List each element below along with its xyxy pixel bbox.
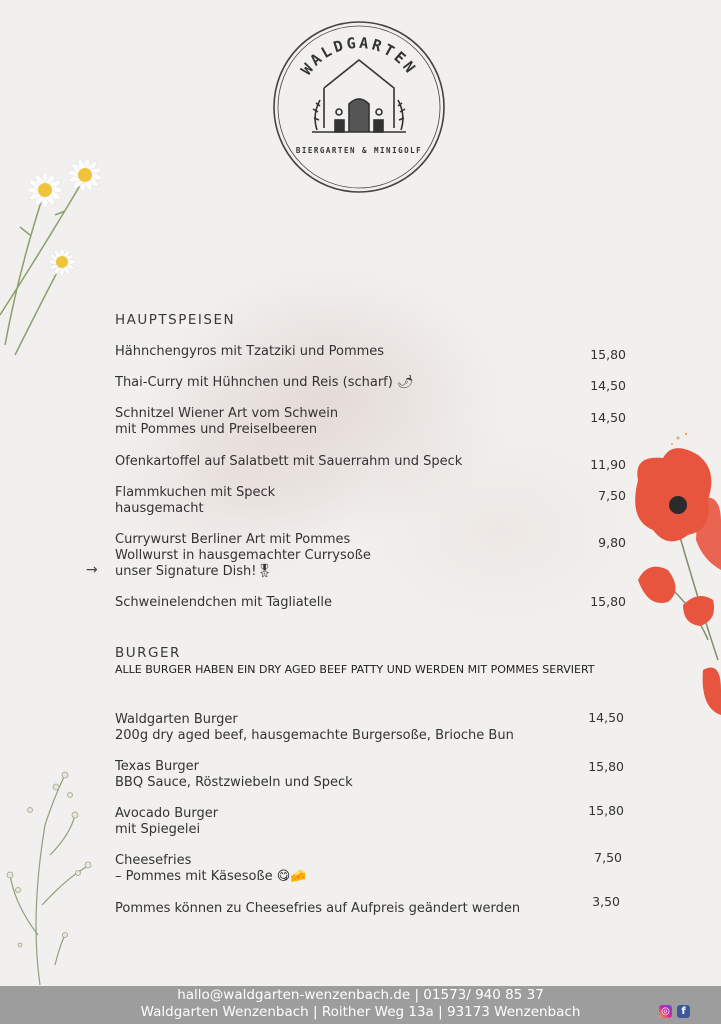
menu-item: Schnitzel Wiener Art vom Schwein mit Pommes und Preiselbeeren <box>115 406 339 437</box>
menu-item-signature: Currywurst Berliner Art mit Pommes Wollwurst in hausgemachter Currysoße unser Signature Dish!🎖 <box>115 532 371 579</box>
menu-item: Thai-Curry mit Hühnchen und Reis (scharf) 🌶 <box>115 375 414 390</box>
waldgarten-logo <box>272 20 446 194</box>
menu-item: Avocado Burger mit Spiegelei <box>115 806 219 837</box>
menu-item: Texas Burger BBQ Sauce, Röstzwiebeln und Speck <box>115 759 353 790</box>
wildflower-icon <box>0 765 100 985</box>
poppy-flower-icon <box>628 430 721 720</box>
menu-item-price: 15,80 <box>588 759 624 774</box>
menu-item-note: Pommes können zu Cheesefries auf Aufpreis geändert werden <box>115 901 521 916</box>
house-icon <box>312 60 406 132</box>
section-subtitle: ALLE BURGER HABEN EIN DRY AGED BEEF PATTY UND WERDEN MIT POMMES SERVIERT <box>115 663 595 676</box>
footer-contact-line: hallo@waldgarten-wenzenbach.de | 01573/ 940 85 37 <box>177 987 544 1003</box>
menu-item-price: 14,50 <box>588 710 624 725</box>
chamomile-flower-icon <box>0 145 125 370</box>
menu-item-price: 9,80 <box>598 535 626 550</box>
menu-item-price: 7,50 <box>594 850 622 865</box>
menu-item: Hähnchengyros mit Tzatziki und Pommes <box>115 344 385 359</box>
section-title-hauptspeisen: HAUPTSPEISEN <box>115 312 236 328</box>
menu-item-price: 11,90 <box>590 457 626 472</box>
menu-item-price: 3,50 <box>592 894 620 909</box>
menu-item-price: 15,80 <box>588 803 624 818</box>
menu-item-price: 15,80 <box>590 594 626 609</box>
menu-item: Ofenkartoffel auf Salatbett mit Sauerrahm und Speck <box>115 454 463 469</box>
footer-address-line: Waldgarten Wenzenbach | Roither Weg 13a | 93173 Wenzenbach <box>140 1004 581 1020</box>
contact-footer <box>0 986 721 1024</box>
logo-tagline: BIERGARTEN & MINIGOLF <box>295 146 423 155</box>
menu-item-price: 15,80 <box>590 347 626 362</box>
section-title-burger: BURGER <box>115 645 181 661</box>
menu-item-price: 14,50 <box>590 410 626 425</box>
menu-item: Waldgarten Burger 200g dry aged beef, hausgemachte Burgersoße, Brioche Bun <box>115 712 514 743</box>
menu-item-price: 7,50 <box>598 488 626 503</box>
arrow-icon: → <box>86 562 98 578</box>
menu-item: Schweinelendchen mit Tagliatelle <box>115 595 332 610</box>
facebook-icon[interactable]: f <box>677 1005 690 1018</box>
instagram-icon[interactable]: ◎ <box>659 1005 672 1018</box>
menu-item: Flammkuchen mit Speck hausgemacht <box>115 485 276 516</box>
svg-text:WALDGARTEN <box>297 34 420 79</box>
menu-item-price: 14,50 <box>590 378 626 393</box>
menu-item: Cheesefries – Pommes mit Käsesoße 😋🧀 <box>115 853 307 884</box>
logo-name: WALDGARTEN <box>297 33 421 79</box>
